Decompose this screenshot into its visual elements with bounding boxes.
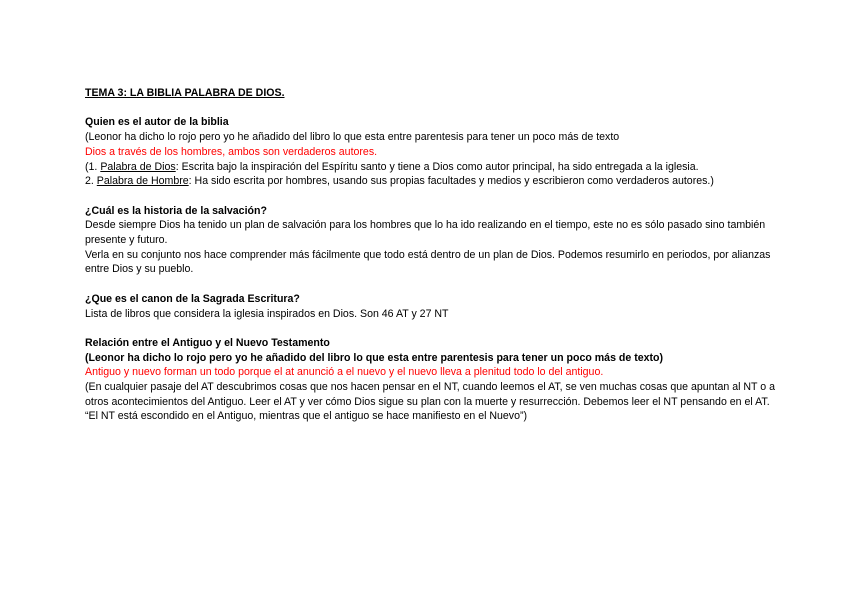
section-author-item-1 [85,160,793,175]
item-2-term: Palabra de Hombre [96,175,189,188]
section-relation-bold-note: (Leonor ha dicho lo rojo pero yo he añadido del libro lo que esta entre parentesis para tener un poco más de texto) [85,351,664,364]
section-author-item-2 [85,174,793,189]
section-relation-heading: Relación entre el Antiguo y el Nuevo Testamento [85,336,330,349]
section-history-para-2: Verla en su conjunto nos hace comprender más fácilmente que todo está dentro de un plan de Dios. Podemos resumirlo en periodos, por alianzas entre Dios y su pueblo. [85,248,771,276]
item-2-prefix: 2. [85,175,97,188]
section-author-heading: Quien es el autor de la biblia [85,116,229,129]
section-relation-red-line: Antiguo y nuevo forman un todo porque el at anunció a el nuevo y el nuevo lleva a plenitud todo lo del antiguo. [85,366,604,379]
section-relation-para: (En cualquier pasaje del AT descubrimos cosas que nos hacen pensar en el NT, cuando leemos el AT, se ven muchas cosas que apuntan al NT o a otros acontecimientos del Antiguo. Leer el AT y ver cómo Dios sigue su plan con la muerte y resurrección. Debemos leer el NT pensando en el AT. [85,381,775,408]
document-page [85,86,793,439]
item-1-prefix: (1. [85,160,101,173]
item-2-text: : Ha sido escrita por hombres, usando sus propias facultades y medios y escribieron como verdaderos autores.) [188,175,714,188]
section-canon-heading: ¿Que es el canon de la Sagrada Escritura? [85,292,300,305]
item-1-text: : Escrita bajo la inspiración del Espíritu santo y tiene a Dios como autor principal, ha sido entregada a la iglesia. [175,160,699,173]
document-title: TEMA 3: LA BIBLIA PALABRA DE DIOS. [85,87,285,99]
section-canon-text: Lista de libros que considera la iglesia inspirados en Dios. Son 46 AT y 27 NT [85,307,449,320]
section-canon [85,292,793,321]
section-author [85,115,793,189]
section-history-heading: ¿Cuál es la historia de la salvación? [85,204,267,217]
section-relation-quote: “El NT está escondido en el Antiguo, mientras que el antiguo se hace manifiesto en el Nuevo”) [85,410,528,423]
section-history [85,204,793,278]
section-relation [85,336,793,424]
section-author-red-line: Dios a través de los hombres, ambos son verdaderos autores. [85,145,378,158]
item-1-term: Palabra de Dios [100,160,176,173]
section-author-note: (Leonor ha dicho lo rojo pero yo he añadido del libro lo que esta entre parentesis para tener un poco más de texto [85,131,620,144]
section-history-para-1: Desde siempre Dios ha tenido un plan de salvación para los hombres que lo ha ido realizando en el tiempo, este no es sólo pasado sino también presente y futuro. [85,219,766,246]
